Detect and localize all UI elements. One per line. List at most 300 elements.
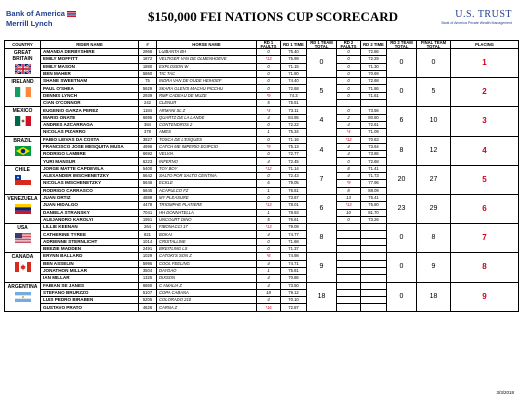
rd2-faults: 0 <box>337 78 361 85</box>
horse-name: MY PLEASURE <box>157 194 257 201</box>
col-header-horse: HORSE NAME <box>157 41 257 49</box>
rd1-faults: 4 <box>257 282 281 289</box>
rd2-time <box>361 304 387 311</box>
rider-number: 2939 <box>139 92 157 99</box>
horse-name: CONTENDROS 2 <box>157 121 257 128</box>
horse-name: VELTIGER VAN DE OLMENHOEVE <box>157 56 257 63</box>
team-placing: 3 <box>451 107 519 136</box>
rd1-faults: *8 <box>257 253 281 260</box>
rider-name: ERYNN BALLARD <box>41 253 139 260</box>
rd2-team-total: 0 <box>387 78 417 107</box>
rd2-time: 72.86 <box>361 49 387 56</box>
horse-name: LUIBANTA BH <box>157 49 257 56</box>
rider-number: 3504 <box>139 267 157 274</box>
scorecard-header <box>0 0 522 38</box>
rd1-faults: *9 <box>257 143 281 150</box>
team-placing: 5 <box>451 165 519 194</box>
rd2-time <box>361 231 387 238</box>
rd1-time: 72.77 <box>281 151 307 158</box>
rider-name: NICOLAS PIZARRO <box>41 129 139 136</box>
rider-name: CIAN O'CONNOR <box>41 100 139 107</box>
rider-number: 5646 <box>139 180 157 187</box>
rider-name: MARIO ONATE <box>41 114 139 121</box>
rd2-faults: 2 <box>337 114 361 121</box>
rd1-faults: 0 <box>257 173 281 180</box>
rd1-time: 70.86 <box>281 275 307 282</box>
rd2-faults: 4 <box>337 151 361 158</box>
rd1-team-total: 0 <box>307 49 337 78</box>
horse-name: EXPLOSION W <box>157 63 257 70</box>
country-cell <box>5 165 41 194</box>
rd1-faults: 0 <box>257 238 281 245</box>
rd2-faults <box>337 275 361 282</box>
us-flag-icon <box>15 233 31 243</box>
rd2-time: 71.86 <box>361 85 387 92</box>
horse-name: AMES <box>157 129 257 136</box>
rd1-faults: 0 <box>257 121 281 128</box>
rider-number: 6695 <box>139 114 157 121</box>
rider-name: EMILY MASON <box>41 63 139 70</box>
rd2-faults: 4 <box>337 143 361 150</box>
rd2-faults: 0 <box>337 107 361 114</box>
page-title: $150,000 FEI NATIONS CUP SCORECARD <box>148 9 399 24</box>
col-header-final: FINAL TEAM TOTAL <box>417 41 451 49</box>
rider-name: RODRIGO CARRASCO <box>41 187 139 194</box>
rider-name: ADRIENNE STERNLICHT <box>41 238 139 245</box>
table-row <box>5 136 519 143</box>
rd1-time: 79.05 <box>281 180 307 187</box>
rd1-time: 71.68 <box>281 238 307 245</box>
rd2-time: 71.41 <box>361 165 387 172</box>
horse-name: COPA CABANA <box>157 289 257 296</box>
table-row <box>5 78 519 85</box>
rd2-time: 73.64 <box>361 143 387 150</box>
rd2-time: 70.63 <box>361 136 387 143</box>
horse-name: SKARA GLEN'S MACHU PICCHU <box>157 85 257 92</box>
rider-number: 1872 <box>139 56 157 63</box>
country-name: BRITAIN <box>12 56 33 62</box>
horse-name: CARNA Z <box>157 304 257 311</box>
rd1-team-total: 18 <box>307 282 337 311</box>
rd1-time: 72.45 <box>281 158 307 165</box>
horse-name: C AMALIA Z <box>157 282 257 289</box>
rd1-faults: *13 <box>257 56 281 63</box>
country-cell <box>5 107 41 136</box>
col-header-r1-faults: RD 1 FAULTS <box>257 41 281 49</box>
rd1-faults: 0 <box>257 49 281 56</box>
rd2-faults: 0 <box>337 158 361 165</box>
rider-name: ALEJANDRO KAROLYI <box>41 216 139 223</box>
rider-number: 2491 <box>139 246 157 253</box>
rider-number: 5860 <box>139 70 157 77</box>
rd2-time: 71.09 <box>361 129 387 136</box>
rider-name: JUAN ORTIZ <box>41 194 139 201</box>
horse-name: TOY BOY <box>157 165 257 172</box>
country-cell <box>5 224 41 253</box>
rd1-time: 74.40 <box>281 78 307 85</box>
rd2-time: 70.69 <box>361 70 387 77</box>
col-header-rider: RIDER NAME <box>41 41 139 49</box>
rd1-faults: *12 <box>257 165 281 172</box>
rider-number: 1951 <box>139 216 157 223</box>
rd2-faults <box>337 267 361 274</box>
rd1-faults: 0 <box>257 151 281 158</box>
country-cell <box>5 282 41 311</box>
final-team-total: 27 <box>417 165 451 194</box>
rider-name: DANIELA STRANSKY <box>41 209 139 216</box>
rd1-faults: *16 <box>257 304 281 311</box>
ca-flag-icon <box>15 262 31 272</box>
rd1-faults: *4 <box>257 107 281 114</box>
cl-flag-icon <box>15 175 31 185</box>
rider-number: 75 <box>139 78 157 85</box>
col-header-r1-team: RD 1 TEAM TOTAL <box>307 41 337 49</box>
rd1-time: 70.10 <box>281 297 307 304</box>
horse-name: CATOKI'S SON Z <box>157 253 257 260</box>
rd2-team-total: 0 <box>387 49 417 78</box>
rd1-time: 75.99 <box>281 56 307 63</box>
country-name: CANADA <box>11 254 34 261</box>
final-team-total: 8 <box>417 224 451 253</box>
rider-number: 5107 <box>139 289 157 296</box>
rd1-team-total: 5 <box>307 78 337 107</box>
rd1-time: 74.77 <box>281 231 307 238</box>
bank-of-america-logo <box>6 9 76 28</box>
horse-name: TIC TAC <box>157 70 257 77</box>
us-trust-subtitle: Bank of America Private Wealth Management <box>441 21 512 25</box>
rd1-faults: 4 <box>257 260 281 267</box>
rd1-faults: 0 <box>257 70 281 77</box>
rider-name: IAN MILLAR <box>41 275 139 282</box>
rider-number: 264 <box>139 224 157 231</box>
rider-name: YURI MANSUR <box>41 158 139 165</box>
rd1-faults: 0 <box>257 194 281 201</box>
table-row <box>5 282 519 289</box>
rd2-time: 72.68 <box>361 158 387 165</box>
rd2-faults: 0 <box>337 63 361 70</box>
rd1-time: 75.40 <box>281 49 307 56</box>
rd1-time: 75.34 <box>281 129 307 136</box>
rider-name: BEEZIE MADDEN <box>41 246 139 253</box>
ar-flag-icon <box>15 292 31 302</box>
table-row <box>5 194 519 201</box>
rider-name: DENNIS LYNCH <box>41 92 139 99</box>
horse-name: TOSCA DE L'ESQUES <box>157 136 257 143</box>
horse-name: RMF CADEAU DE MUZE <box>157 92 257 99</box>
rider-name: RODRIGO LAMBRE <box>41 151 139 158</box>
merrill-lynch-text: Merrill Lynch <box>6 19 53 28</box>
country-cell <box>5 194 41 223</box>
rider-number: 7041 <box>139 209 157 216</box>
gb-flag-icon <box>15 64 31 74</box>
us-trust-logo <box>441 9 512 25</box>
rider-number: 3827 <box>139 136 157 143</box>
rd1-time: 71.16 <box>281 136 307 143</box>
team-placing: 2 <box>451 78 519 107</box>
rd1-time: 74.98 <box>281 253 307 260</box>
horse-name: DIXSON <box>157 275 257 282</box>
rd2-time <box>361 260 387 267</box>
rider-number: 1029 <box>139 253 157 260</box>
horse-name: BOKAI <box>157 231 257 238</box>
rider-number: 1880 <box>139 63 157 70</box>
rd2-faults <box>337 231 361 238</box>
country-name: USA <box>17 225 28 232</box>
final-team-total: 29 <box>417 194 451 223</box>
rd2-time <box>361 238 387 245</box>
horse-name: VELVIA <box>157 151 257 158</box>
rider-name: PAUL O'SHEA <box>41 85 139 92</box>
rd2-faults: 10 <box>337 209 361 216</box>
rd1-team-total: 7 <box>307 165 337 194</box>
rider-number: 1184 <box>139 107 157 114</box>
rd1-faults: 0 <box>257 136 281 143</box>
team-placing: 6 <box>451 194 519 223</box>
rd2-time: 71.30 <box>361 63 387 70</box>
rd2-time: 71.73 <box>361 173 387 180</box>
rider-name: EUGENIO GARZA PEREZ <box>41 107 139 114</box>
rd1-faults: 5 <box>257 100 281 107</box>
rd2-time <box>361 224 387 231</box>
country-name: BRAZIL <box>13 137 32 144</box>
horse-name: FIBONACCI 17 <box>157 224 257 231</box>
rider-number: 5995 <box>139 260 157 267</box>
rd1-time: 71.37 <box>281 246 307 253</box>
rd1-faults: 4 <box>257 275 281 282</box>
col-header-placing: PLACING <box>451 41 519 49</box>
rd1-faults: 0 <box>257 246 281 253</box>
horse-name: COOL FEELING <box>157 260 257 267</box>
rd2-team-total: 8 <box>387 136 417 165</box>
rider-number: 5642 <box>139 173 157 180</box>
rd1-faults: 4 <box>257 114 281 121</box>
rd2-faults: 8 <box>337 165 361 172</box>
final-team-total: 0 <box>417 49 451 78</box>
rd2-time <box>361 297 387 304</box>
rd1-faults: 4 <box>257 231 281 238</box>
rd2-team-total: 0 <box>387 282 417 311</box>
rider-name: ALEXANDER IMSCHENETZKY <box>41 173 139 180</box>
rd1-time: 79.12 <box>281 289 307 296</box>
rd1-faults: 6 <box>257 180 281 187</box>
rd2-team-total: 6 <box>387 107 417 136</box>
scorecard-date: 3/3/2018 <box>496 390 514 395</box>
rider-name: SHANE SWEETNAM <box>41 78 139 85</box>
table-row <box>5 107 519 114</box>
rider-name: JONATHON MILLAR <box>41 267 139 274</box>
rd2-faults: 0 <box>337 70 361 77</box>
rider-number: 384 <box>139 121 157 128</box>
rd1-time: 71.14 <box>281 165 307 172</box>
country-name: MEXICO <box>12 108 33 115</box>
rd2-faults: 0 <box>337 85 361 92</box>
scorecard-table <box>4 40 519 312</box>
col-header-country: COUNTRY <box>5 41 41 49</box>
rider-name: BEN MAHER <box>41 70 139 77</box>
rider-number: 4626 <box>139 304 157 311</box>
horse-name: QUARTZ DE LA LANDE <box>157 114 257 121</box>
rd1-faults: 0 <box>257 85 281 92</box>
rd2-faults: 0 <box>337 92 361 99</box>
us-trust-text: U.S. TRUST <box>455 9 512 20</box>
final-team-total: 18 <box>417 282 451 311</box>
rd2-faults <box>337 253 361 260</box>
horse-name: ACAPULCO FZ <box>157 187 257 194</box>
horse-name: SALTO POR SALTO CENTINA <box>157 173 257 180</box>
rd2-time <box>361 282 387 289</box>
table-row <box>5 224 519 231</box>
table-row <box>5 253 519 260</box>
rider-name: ANDRES AZCARRAGA <box>41 121 139 128</box>
rd2-team-total: 20 <box>387 165 417 194</box>
rider-name: JORGE MATTE CAPDEVILA <box>41 165 139 172</box>
rd1-team-total: 6 <box>307 194 337 223</box>
rd1-team-total: 4 <box>307 107 337 136</box>
col-header-num: # <box>139 41 157 49</box>
rd1-time: 78.01 <box>281 202 307 209</box>
rd2-faults <box>337 238 361 245</box>
rd1-time: 73.50 <box>281 282 307 289</box>
rider-number: 4478 <box>139 202 157 209</box>
rd2-time: 75.41 <box>361 194 387 201</box>
rd2-time: 88.09 <box>361 187 387 194</box>
rd1-faults: *13 <box>257 202 281 209</box>
rd2-faults: 4 <box>337 121 361 128</box>
rider-number: 5205 <box>139 297 157 304</box>
rd2-time <box>361 267 387 274</box>
rd2-faults <box>337 260 361 267</box>
country-name: CHILE <box>15 166 30 173</box>
col-header-r2-faults: RD 2 FAULTS <box>337 41 361 49</box>
rd1-faults: 5 <box>257 216 281 223</box>
rd1-faults: 0 <box>257 63 281 70</box>
country-cell <box>5 253 41 282</box>
rider-number: 6860 <box>139 282 157 289</box>
rd1-faults: 4 <box>257 158 281 165</box>
rd2-time <box>361 100 387 107</box>
rider-number: 1014 <box>139 238 157 245</box>
rider-name: FRANCISCO JOSE MESQUITA MUSA <box>41 143 139 150</box>
bank-of-america-text: Bank of America <box>6 9 65 18</box>
rider-number: 5629 <box>139 85 157 92</box>
rd1-time: 79.09 <box>281 224 307 231</box>
rd1-team-total: 4 <box>307 136 337 165</box>
rd1-time: 72.87 <box>281 304 307 311</box>
rd2-time: 72.29 <box>361 56 387 63</box>
rd1-faults: 1 <box>257 187 281 194</box>
rider-number: 242 <box>139 100 157 107</box>
rd2-faults <box>337 224 361 231</box>
rd2-faults <box>337 304 361 311</box>
rd2-faults <box>337 100 361 107</box>
rd1-faults: 18 <box>257 289 281 296</box>
horse-name: BREITLING LS <box>157 246 257 253</box>
rd2-faults <box>337 246 361 253</box>
country-cell <box>5 49 41 78</box>
ve-flag-icon <box>15 204 31 214</box>
rider-name: LILLIE KEENAN <box>41 224 139 231</box>
horse-name: DAYDAO <box>157 267 257 274</box>
rider-number: 6223 <box>139 158 157 165</box>
rd2-faults: 4 <box>337 173 361 180</box>
team-placing: 7 <box>451 224 519 253</box>
rd1-faults: *13 <box>257 224 281 231</box>
rider-number: 2968 <box>139 49 157 56</box>
rd2-faults: *12 <box>337 136 361 143</box>
rider-number: 4889 <box>139 194 157 201</box>
final-team-total: 12 <box>417 136 451 165</box>
rd2-faults: *4 <box>337 129 361 136</box>
rd1-team-total: 8 <box>307 224 337 253</box>
col-header-r2-team: RD 2 TEAM TOTAL <box>387 41 417 49</box>
rider-name: STEFANO BRURZZO <box>41 289 139 296</box>
country-name: GREAT <box>13 50 32 56</box>
ie-flag-icon <box>15 87 31 97</box>
rider-name: LUIS PEDRO BIRABEN <box>41 297 139 304</box>
rd1-time: 72.43 <box>281 173 307 180</box>
rd1-time: 74.71 <box>281 260 307 267</box>
rider-name: JUAN HIDALGO <box>41 202 139 209</box>
rd1-time: 72.68 <box>281 85 307 92</box>
horse-name: UNCOURT DINO <box>157 216 257 223</box>
country-name: IRELAND <box>11 79 34 86</box>
rider-number: 4696 <box>139 143 157 150</box>
rd2-time <box>361 253 387 260</box>
rd1-time: 78.93 <box>281 209 307 216</box>
horse-name: ARMANI SL Z <box>157 107 257 114</box>
country-cell <box>5 136 41 165</box>
rider-name: CATHERINE TYREE <box>41 231 139 238</box>
rd2-faults <box>337 289 361 296</box>
rider-number: 5400 <box>139 165 157 172</box>
team-placing: 1 <box>451 49 519 78</box>
team-placing: 4 <box>451 136 519 165</box>
rd1-time: 84.95 <box>281 114 307 121</box>
rd1-time: 71.15 <box>281 63 307 70</box>
rd2-time: 77.96 <box>361 180 387 187</box>
horse-name: COLORADO 210 <box>157 297 257 304</box>
rd1-time: 75.51 <box>281 100 307 107</box>
col-header-r1-time: RD 1 TIME <box>281 41 307 49</box>
rider-name: FABIAN SE JANES <box>41 282 139 289</box>
rd1-time: 73.11 <box>281 107 307 114</box>
rider-number: 821 <box>139 231 157 238</box>
rd2-team-total: 0 <box>387 253 417 282</box>
rider-name: EMILY MOFFITT <box>41 56 139 63</box>
rider-name: BEN ASSELIN <box>41 260 139 267</box>
rd2-team-total: 23 <box>387 194 417 223</box>
rd1-faults: 1 <box>257 267 281 274</box>
rider-name: FABIO LEIVAS DA COSTA <box>41 136 139 143</box>
rd2-faults: 0 <box>337 56 361 63</box>
rd2-time: 73.86 <box>361 151 387 158</box>
team-placing: 9 <box>451 282 519 311</box>
team-placing: 8 <box>451 253 519 282</box>
horse-name: CATCH ME IMPERIO EGIPCIO <box>157 143 257 150</box>
rd2-time: 73.26 <box>361 216 387 223</box>
horse-name: ECKLE <box>157 180 257 187</box>
horse-name: INDRA VAN DE OUDE HEIHOEF <box>157 78 257 85</box>
rd1-time: 74.3 <box>281 92 307 99</box>
rd2-time: 72.68 <box>361 78 387 85</box>
table-header-row <box>5 41 519 49</box>
rd1-time: 71.80 <box>281 70 307 77</box>
rd2-faults <box>337 297 361 304</box>
rd2-faults: *13 <box>337 202 361 209</box>
rd1-faults: 4 <box>257 297 281 304</box>
rd2-time: 81.70 <box>361 209 387 216</box>
rider-number: 5645 <box>139 187 157 194</box>
